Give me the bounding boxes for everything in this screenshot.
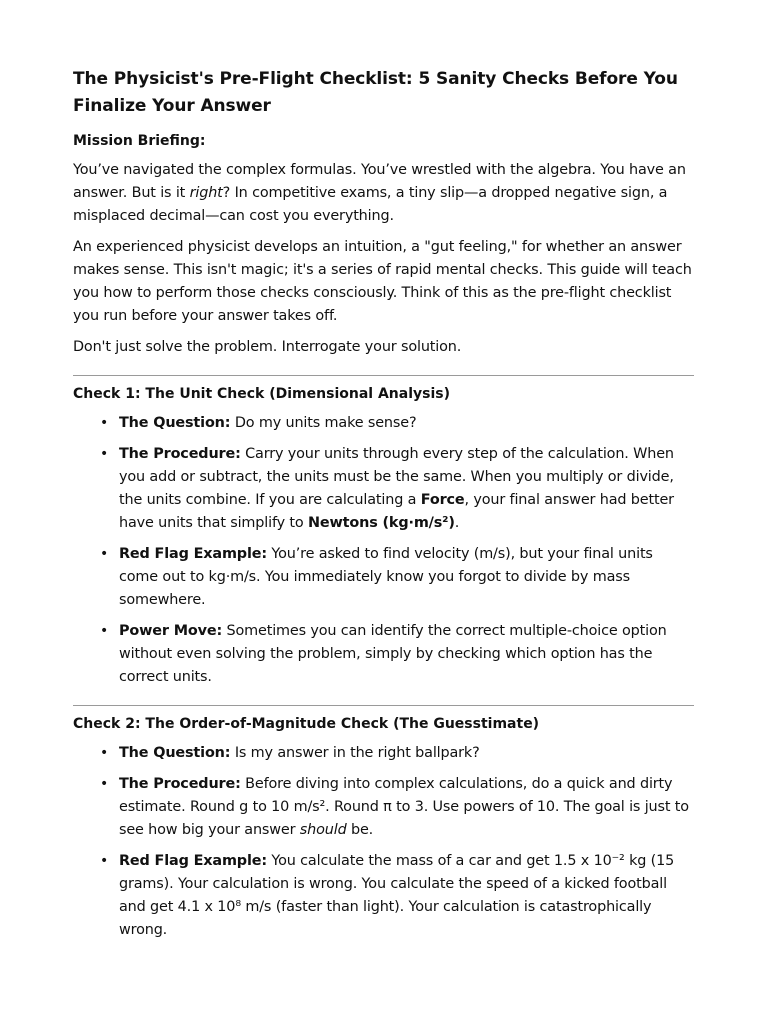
list-item: • The Procedure: Carry your units through every step of the calculation. When you add or subtract, the units must be the same. When you multiply or divide, the units combine. If you are calculating a Force, your final answer had better have units that simplify to Newtons (kg·m/s²). — [73, 443, 694, 535]
check-2-heading: Check 2: The Order-of-Magnitude Check (The Guesstimate) — [73, 716, 540, 732]
check-2-section — [73, 713, 694, 942]
document-title — [73, 66, 694, 120]
briefing-heading: Mission Briefing: — [73, 133, 206, 149]
check-2-list — [73, 742, 694, 942]
briefing-paragraph-3: Don't just solve the problem. Interrogate your solution. — [73, 339, 462, 355]
check-1-heading: Check 1: The Unit Check (Dimensional Analysis) — [73, 386, 450, 402]
list-item: • The Question: Is my answer in the right ballpark? — [73, 742, 694, 765]
list-item: • The Question: Do my units make sense? — [73, 412, 694, 435]
list-item: • Red Flag Example: You calculate the mass of a car and get 1.5 x 10⁻² kg (15 grams). Your calculation is wrong. You calculate the speed of a kicked football and get 4.1 x 10⁸ m/s (faster than light). Your calculation is catastrophically wrong. — [73, 850, 694, 942]
check-1-list — [73, 412, 694, 689]
list-item: • The Procedure: Before diving into complex calculations, do a quick and dirty estimate. Round g to 10 m/s². Round π to 3. Use powers of 10. The goal is just to see how big your answer should be. — [73, 773, 694, 842]
title-line-1: The Physicist's Pre-Flight Checklist: 5 Sanity Checks Before You — [73, 69, 678, 89]
briefing-paragraph-2: An experienced physicist develops an intuition, a "gut feeling," for whether an answer makes sense. This isn't magic; it's a series of rapid mental checks. This guide will teach you how to perform those checks consciously. Think of this as the pre-flight checklist you run before your answer takes off. — [73, 239, 692, 324]
emphasis-right: right — [189, 185, 223, 201]
section-divider-2 — [73, 705, 694, 706]
briefing-paragraph-1: You’ve navigated the complex formulas. You’ve wrestled with the algebra. You have an answer. But is it right? In competitive exams, a tiny slip—a dropped negative sign, a misplaced decimal—can cost you everything. — [73, 162, 686, 224]
section-divider-1 — [73, 375, 694, 376]
list-item: • Power Move: Sometimes you can identify the correct multiple-choice option without even solving the problem, simply by checking which option has the correct units. — [73, 620, 694, 689]
check-1-section — [73, 383, 694, 689]
title-line-2: Finalize Your Answer — [73, 96, 271, 116]
list-item: • Red Flag Example: You’re asked to find velocity (m/s), but your final units come out to kg·m/s. You immediately know you forgot to divide by mass somewhere. — [73, 543, 694, 612]
